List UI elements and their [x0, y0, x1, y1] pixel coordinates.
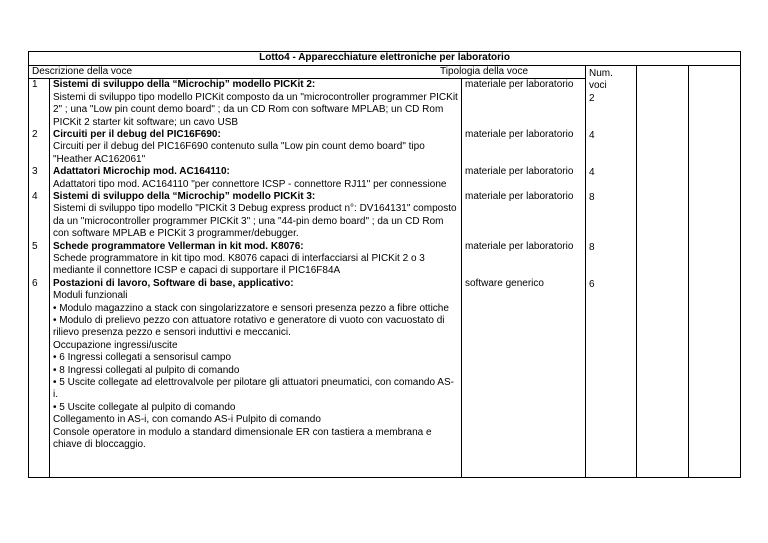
row-qty: 2 [589, 92, 595, 104]
row-text: • 5 Uscite collegate al pulpito di comando [53, 401, 236, 413]
row-type: software generico [465, 277, 544, 289]
document-title: Lotto4 - Apparecchiature elettroniche per laboratorio [29, 52, 741, 66]
row-text: Occupazione ingressi/uscite [53, 339, 178, 351]
row-title: Circuiti per il debug del PIC16F690: [53, 129, 221, 141]
row-text: • Modulo magazzino a stack con singolarizzatore e sensori presenza pezzo a fibre ottiche [53, 302, 449, 314]
description-column [50, 79, 462, 478]
header-qty: Num. voci [589, 68, 613, 92]
number-column [29, 79, 50, 478]
row-title: Postazioni di lavoro, Software di base, applicativo: [53, 277, 294, 289]
row-text: Adattatori tipo mod. AC164110 "per connettore ICSP - connettore RJ11" per connessione [53, 178, 447, 190]
row-text: • Modulo di prelievo pezzo con attuatore rotativo e generatore di vuoto con vacuostato di rilievo presenza pezzo e sensori induttivi e meccanici. [53, 315, 445, 339]
header-description: Descrizione della voce [32, 66, 133, 77]
row-title: Sistemi di sviluppo della “Microchip” modello PICKit 3: [53, 191, 316, 203]
empty-column-1 [637, 66, 689, 478]
lot-table [28, 51, 741, 478]
row-number: 3 [32, 166, 38, 178]
row-qty: 8 [589, 191, 595, 203]
row-description [53, 79, 458, 129]
row-type: materiale per laboratorio [465, 166, 574, 178]
title-row [29, 52, 741, 66]
header-description-cell [29, 66, 586, 79]
row-type: materiale per laboratorio [465, 240, 574, 252]
row-text: Sistemi di sviluppo tipo modello "PICKit 3 Debug express product n°: DV164131" composto da un "microcontroller programmer PICKit 3" ; una "44-pin demo board" ; da un CD Rom con software MPLAB e PICKit 3 programmer/debugger. [53, 203, 457, 240]
row-description [53, 191, 458, 241]
header-row [29, 66, 741, 79]
row-qty: 8 [589, 241, 595, 253]
type-column [462, 79, 586, 478]
row-text: Console operatore in modulo a standard dimensionale ER con tastiera a membrana e chiave di bloccaggio. [53, 426, 432, 451]
row-text: Moduli funzionali [53, 290, 128, 302]
row-number: 4 [32, 191, 38, 203]
row-text: • 5 Uscite collegate ad elettrovalvole per pilotare gli attuatori pneumatici, con comando AS-i. [53, 377, 454, 401]
row-qty: 4 [589, 130, 595, 141]
header-type: Tipologia della voce [440, 66, 529, 77]
empty-column-2 [689, 66, 741, 478]
row-text: Circuiti per il debug del PIC16F690 contenuto sulla "Low pin count demo board" tipo "Heather AC162061" [53, 141, 425, 165]
row-text: • 8 Ingressi collegati al pulpito di comando [53, 364, 240, 376]
row-description [53, 129, 458, 166]
row-number: 2 [32, 129, 38, 141]
row-text: Schede programmatore in kit tipo mod. K8076 capaci di interfacciarsi al PICKit 2 o 3 mediante il connettore ICSP e capaci di supportare il PIC16F84A [53, 253, 425, 277]
row-type: materiale per laboratorio [465, 79, 574, 91]
row-title: Adattatori Microchip mod. AC164110: [53, 166, 230, 178]
row-description [53, 166, 458, 191]
row-title: Schede programmatore Vellerman in kit mod. K8076: [53, 240, 304, 252]
row-number: 6 [32, 277, 38, 289]
row-title: Sistemi di sviluppo della “Microchip” modello PICKit 2: [53, 79, 316, 91]
row-description [53, 241, 458, 278]
row-type: materiale per laboratorio [465, 129, 574, 141]
row-description [53, 278, 458, 476]
qty-column [589, 93, 633, 477]
row-qty: 6 [589, 278, 595, 290]
row-text: Sistemi di sviluppo tipo modello PICKit composto da un "microcontroller programmer PICKit 2" ; una "Low pin count demo board" ; da un CD Rom con software MPLAB; un CD Rom PICKit 2 starter kit software; un cavo USB [53, 91, 458, 128]
row-number: 1 [32, 79, 38, 91]
row-number: 5 [32, 240, 38, 252]
row-text: • 6 Ingressi collegati a sensorisul campo [53, 352, 232, 364]
row-text: Collegamento in AS-i, con comando AS-i Pulpito di comando [53, 414, 321, 426]
row-type: materiale per laboratorio [465, 191, 574, 203]
header-qty-cell [586, 66, 637, 478]
row-qty: 4 [589, 167, 595, 179]
